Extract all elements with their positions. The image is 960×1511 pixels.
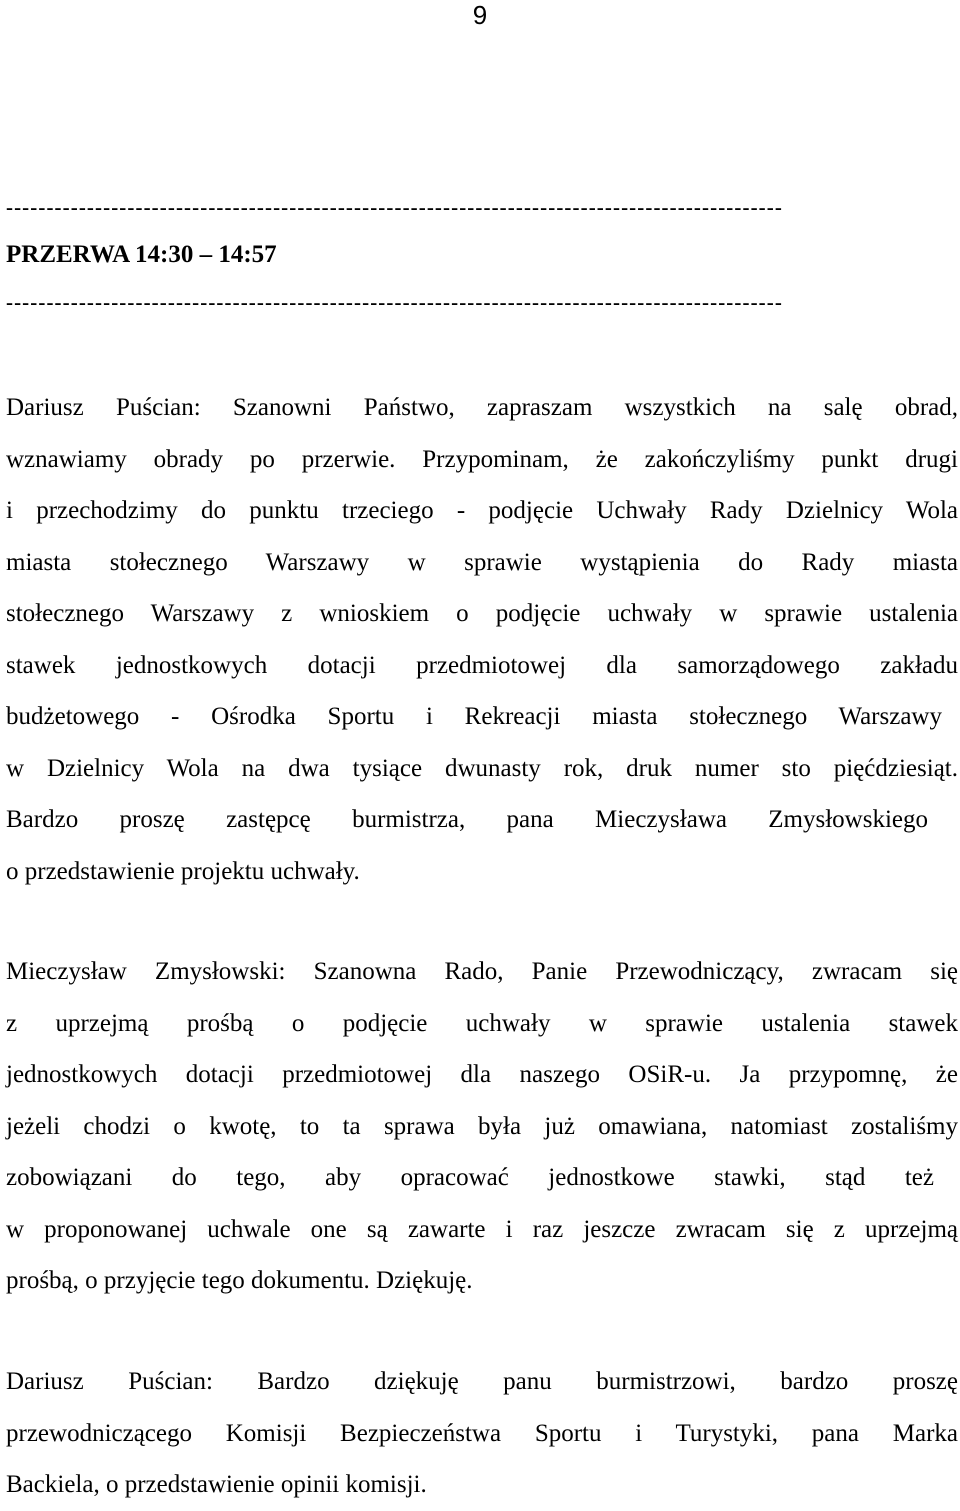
paragraph-opening-chair (6, 382, 958, 897)
text-line: stołecznego Warszawy z wnioskiem o podjęcie uchwały w sprawie ustalenia (6, 600, 958, 627)
text-line: Backiela, o przedstawienie opinii komisji. (6, 1471, 427, 1498)
break-heading: PRZERWA 14:30 – 14:57 (6, 241, 277, 268)
separator-bottom: ------------------------------------------------------------------------------------------------ (6, 291, 783, 313)
text-line: o przedstawienie projektu uchwały. (6, 857, 360, 885)
page-number: 9 (472, 0, 488, 30)
text-line: w Dzielnicy Wola na dwa tysiące dwunasty rok, druk numer sto pięćdziesiąt. (6, 754, 958, 782)
text-line: jeżeli chodzi o kwotę, to ta sprawa była już omawiana, natomiast zostaliśmy (6, 1112, 958, 1140)
text-line: Dariusz Puścian: Szanowni Państwo, zapraszam wszystkich na salę obrad, (6, 394, 958, 421)
text-line: i przechodzimy do punktu trzeciego - podjęcie Uchwały Rady Dzielnicy Wola (6, 497, 958, 524)
text-line: budżetowego - Ośrodka Sportu i Rekreacji miasta stołecznego Warszawy (6, 703, 942, 730)
text-line: miasta stołecznego Warszawy w sprawie wystąpienia do Rady miasta (6, 548, 958, 576)
text-line: jednostkowych dotacji przedmiotowej dla naszego OSiR-u. Ja przypomnę, że (6, 1061, 958, 1088)
paragraph-closing-chair (6, 1356, 958, 1511)
text-line: wznawiamy obrady po przerwie. Przypominam, że zakończyliśmy punkt drugi (6, 445, 958, 473)
text-line: w proponowanej uchwale one są zawarte i raz jeszcze zwracam się z uprzejmą (6, 1215, 958, 1243)
text-line: przewodniczącego Komisji Bezpieczeństwa Sportu i Turystyki, pana Marka (6, 1419, 958, 1447)
text-line: zobowiązani do tego, aby opracować jednostkowe stawki, stąd też (6, 1164, 934, 1191)
text-line: Mieczysław Zmysłowski: Szanowna Rado, Panie Przewodniczący, zwracam się (6, 958, 958, 985)
text-line: stawek jednostkowych dotacji przedmiotowej dla samorządowego zakładu (6, 651, 958, 679)
text-line: prośbą, o przyjęcie tego dokumentu. Dziękuję. (6, 1267, 473, 1294)
text-line: z uprzejmą prośbą o podjęcie uchwały w sprawie ustalenia stawek (6, 1009, 958, 1037)
text-line: Dariusz Puścian: Bardzo dziękuję panu burmistrzowi, bardzo proszę (6, 1368, 958, 1395)
paragraph-deputy-mayor (6, 946, 958, 1307)
separator-top: ------------------------------------------------------------------------------------------------ (6, 196, 783, 218)
text-line: Bardzo proszę zastępcę burmistrza, pana Mieczysława Zmysłowskiego (6, 806, 928, 833)
